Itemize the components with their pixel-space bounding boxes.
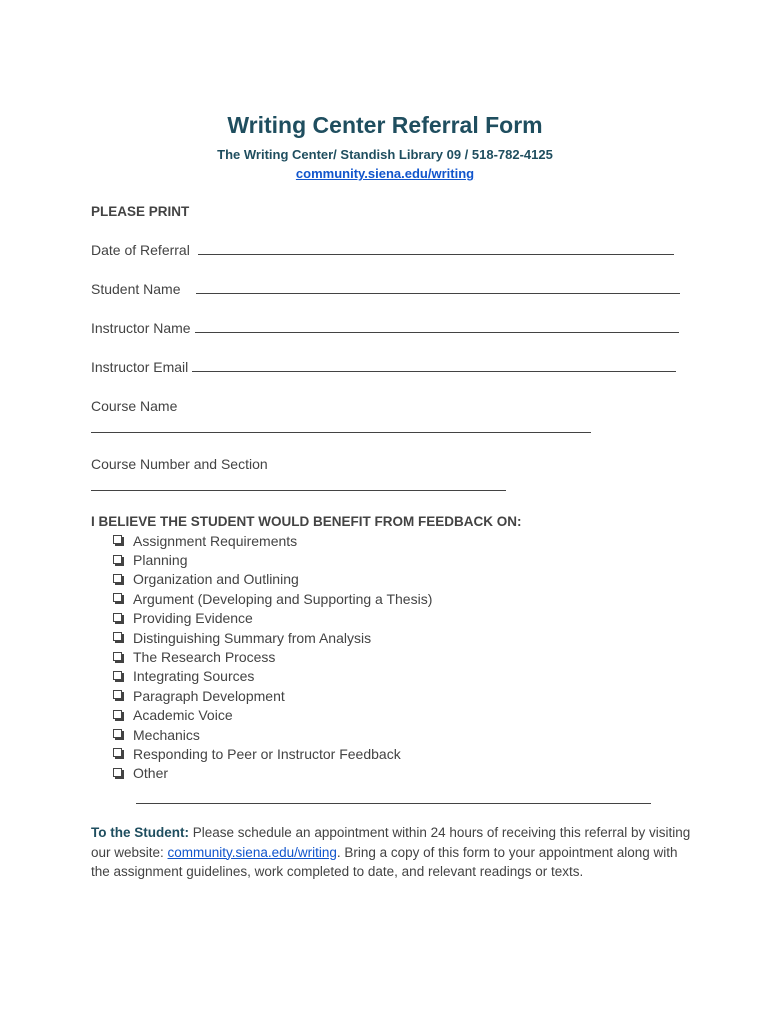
course-name-field [91,398,177,414]
checklist-item-label: Organization and Outlining [133,571,299,588]
checklist-item[interactable] [113,725,432,744]
checklist-item[interactable] [113,706,432,725]
checkbox-icon[interactable] [113,535,122,544]
checkbox-icon[interactable] [113,768,122,777]
student-name-line[interactable] [196,292,680,294]
checklist-item-label: Academic Voice [133,707,233,724]
footer-website-link[interactable]: community.siena.edu/writing [167,844,337,860]
checklist-item[interactable] [113,764,432,783]
checklist-item[interactable] [113,628,432,647]
checklist-item[interactable] [113,570,432,589]
student-name-field[interactable] [91,281,680,297]
checkbox-icon[interactable] [113,555,122,564]
feedback-heading: I BELIEVE THE STUDENT WOULD BENEFIT FROM FEEDBACK ON: [91,514,522,529]
checklist-item-label: Assignment Requirements [133,532,298,549]
course-number-label: Course Number and Section [91,456,268,472]
form-title: Writing Center Referral Form [227,112,543,138]
footer-text-1: Please schedule an appointment within 24 hours of receiving this referral by visiting our website: [91,825,691,860]
instructor-name-line[interactable] [195,331,679,333]
checklist-item[interactable] [113,686,432,705]
checklist-item[interactable] [113,550,432,569]
checklist-item-label: Responding to Peer or Instructor Feedback [133,745,401,762]
instructor-email-line[interactable] [192,370,676,372]
instructor-name-field[interactable] [91,320,679,336]
checkbox-icon[interactable] [113,574,122,583]
checkbox-icon[interactable] [113,593,122,602]
please-print-label: PLEASE PRINT [91,204,190,219]
footer-text-2: . Bring a copy of this form to your appointment along with the assignment guidelines, work completed to date, and relevant readings or texts. [91,844,678,879]
checklist-item-label: Paragraph Development [133,687,285,704]
course-number-line[interactable] [91,490,506,491]
checklist-item-label: Other [133,765,169,782]
checkbox-icon[interactable] [113,652,122,661]
checkbox-icon[interactable] [113,632,122,641]
checklist-item[interactable] [113,647,432,666]
course-name-label: Course Name [91,398,178,414]
checklist-item-label: Providing Evidence [133,610,253,627]
checklist-item-label: The Research Process [133,649,276,666]
checkbox-icon[interactable] [113,613,122,622]
date-of-referral-field[interactable] [91,242,674,258]
date-of-referral-label: Date of Referral [91,242,190,258]
instructor-email-label: Instructor Email [91,359,189,375]
checkbox-icon[interactable] [113,748,122,757]
date-of-referral-line[interactable] [198,253,674,255]
checklist-item[interactable] [113,609,432,628]
checklist-item-label: Distinguishing Summary from Analysis [133,629,372,646]
instructor-email-field[interactable] [91,359,676,375]
checklist-item-label: Mechanics [133,726,200,743]
checklist-item-label: Integrating Sources [133,668,255,685]
checklist-item[interactable] [113,589,432,608]
instructor-name-label: Instructor Name [91,320,191,336]
website-link[interactable]: community.siena.edu/writing [295,166,475,181]
student-instructions [91,823,691,882]
student-name-label: Student Name [91,281,181,297]
header-link-wrapper [0,166,770,181]
other-line[interactable] [136,803,651,804]
checkbox-icon[interactable] [113,690,122,699]
checklist-item[interactable] [113,531,432,550]
checklist-item[interactable] [113,744,432,763]
checkbox-icon[interactable] [113,671,122,680]
checkbox-icon[interactable] [113,729,122,738]
checklist-item-label: Planning [133,552,188,569]
course-name-line[interactable] [91,432,591,433]
checklist-item-label: Argument (Developing and Supporting a Thesis) [133,590,433,607]
checkbox-icon[interactable] [113,710,122,719]
form-subtitle: The Writing Center/ Standish Library 09 / 518-782-4125 [217,147,553,162]
course-number-field [91,456,268,472]
footer-label: To the Student: [91,825,189,840]
checklist-item[interactable] [113,667,432,686]
feedback-checklist [113,531,432,783]
